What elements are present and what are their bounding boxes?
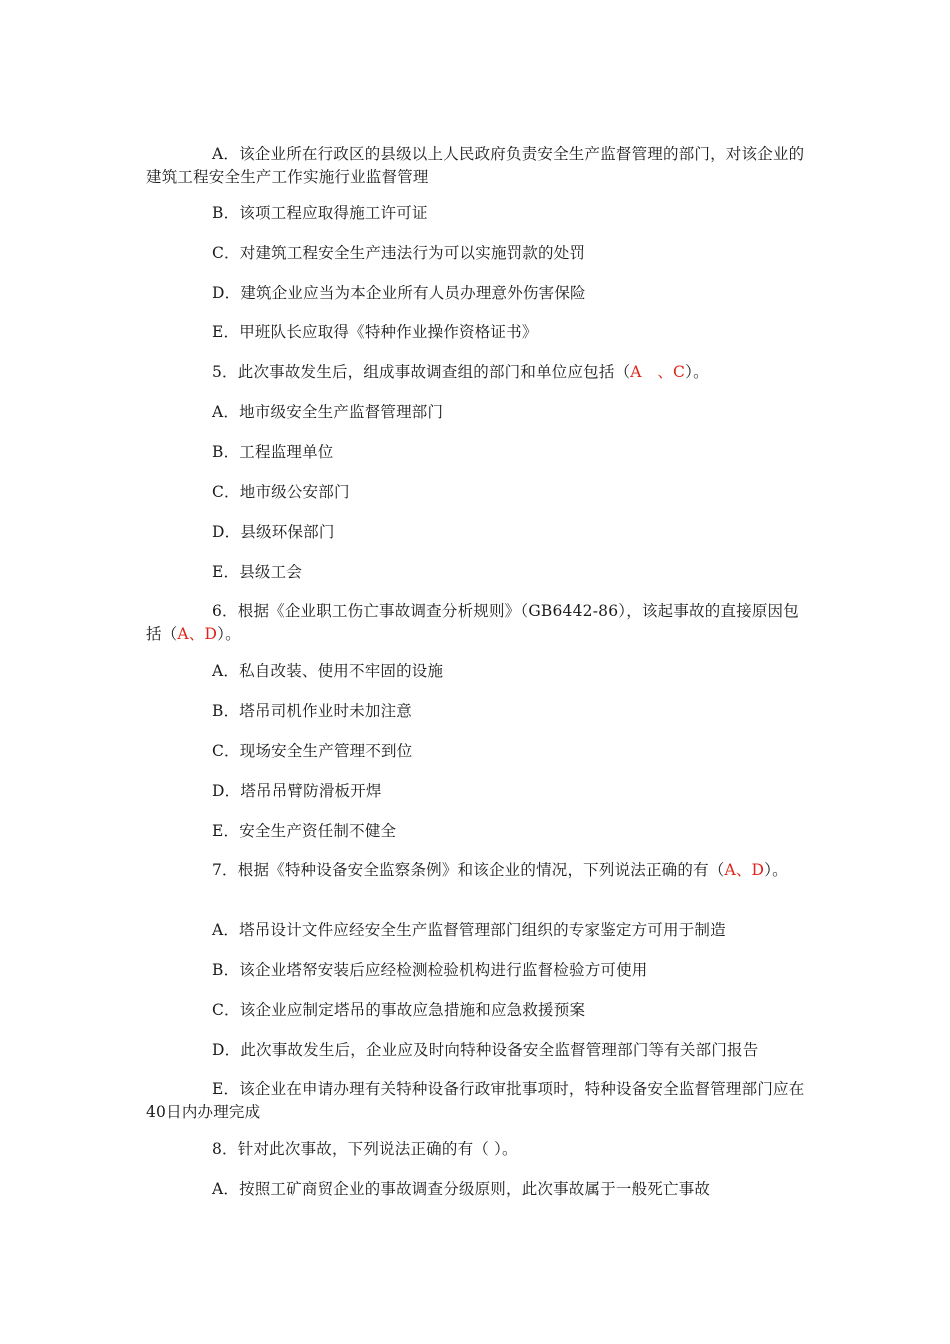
option-paragraph: A．按照工矿商贸企业的事故调查分级原则，此次事故属于一般死亡事故: [212, 1180, 711, 1198]
answer-marker: A、D: [177, 625, 218, 643]
question-text: 7．根据《特种设备安全监察条例》和该企业的情况，下列说法正确的有（: [212, 861, 725, 879]
option-paragraph: A．该企业所在行政区的县级以上人民政府负责安全生产监督管理的部门，对该企业的建筑工程安全生产工作实施行业监督管理: [146, 145, 805, 186]
option-paragraph: D．建筑企业应当为本企业所有人员办理意外伤害保险: [212, 284, 586, 302]
question-8: 8．针对此次事故，下列说法正确的有（ ）。: [212, 1140, 518, 1158]
option-paragraph: E．该企业在申请办理有关特种设备行政审批事项时，特种设备安全监督管理部门应在40日内办理完成: [146, 1080, 805, 1121]
option-paragraph: D．县级环保部门: [212, 523, 335, 541]
option-paragraph: A．地市级安全生产监督管理部门: [212, 403, 444, 421]
option-paragraph: B．该企业塔帑安装后应经检测检验机构进行监督检验方可使用: [212, 961, 648, 979]
question-text: 5．此次事故发生后，组成事故调查组的部门和单位应包括（: [212, 363, 631, 381]
option-paragraph: C．现场安全生产管理不到位: [212, 742, 413, 760]
option-paragraph: E．安全生产资任制不健全: [212, 822, 397, 840]
question-suffix: ）。: [685, 363, 709, 381]
question-text: 6．根据《企业职工伤亡事故调查分析规则》（GB6442-86），该起事故的直接原因包括（: [146, 602, 799, 643]
option-paragraph: A．塔吊设计文件应经安全生产监督管理部门组织的专家鉴定方可用于制造: [212, 921, 726, 939]
answer-marker: A 、C: [630, 363, 686, 381]
option-paragraph: C．该企业应制定塔吊的事故应急措施和应急救援预案: [212, 1001, 586, 1019]
answer-marker: A、D: [724, 861, 765, 879]
option-paragraph: B．塔吊司机作业时未加注意: [212, 702, 412, 720]
question-6: [146, 600, 810, 646]
option-paragraph: C．对建筑工程安全生产违法行为可以实施罚款的处罚: [212, 244, 586, 262]
option-paragraph: B．该项工程应取得施工许可证: [212, 204, 428, 222]
option-paragraph: A．私自改装、使用不牢固的设施: [212, 662, 444, 680]
option-paragraph: B．工程监理单位: [212, 443, 334, 461]
option-paragraph: D．此次事故发生后，企业应及时向特种设备安全监督管理部门等有关部门报告: [212, 1041, 759, 1059]
option-paragraph: D．塔吊吊臂防滑板开焊: [212, 782, 382, 800]
option-paragraph: E．县级工会: [212, 563, 303, 581]
question-5: [146, 361, 810, 384]
option-paragraph: C．地市级公安部门: [212, 483, 350, 501]
question-7: [146, 859, 810, 882]
question-suffix: ）。: [764, 861, 788, 879]
option-paragraph: E．甲班队长应取得《特种作业操作资格证书》: [212, 323, 538, 341]
question-suffix: ）。: [217, 625, 241, 643]
